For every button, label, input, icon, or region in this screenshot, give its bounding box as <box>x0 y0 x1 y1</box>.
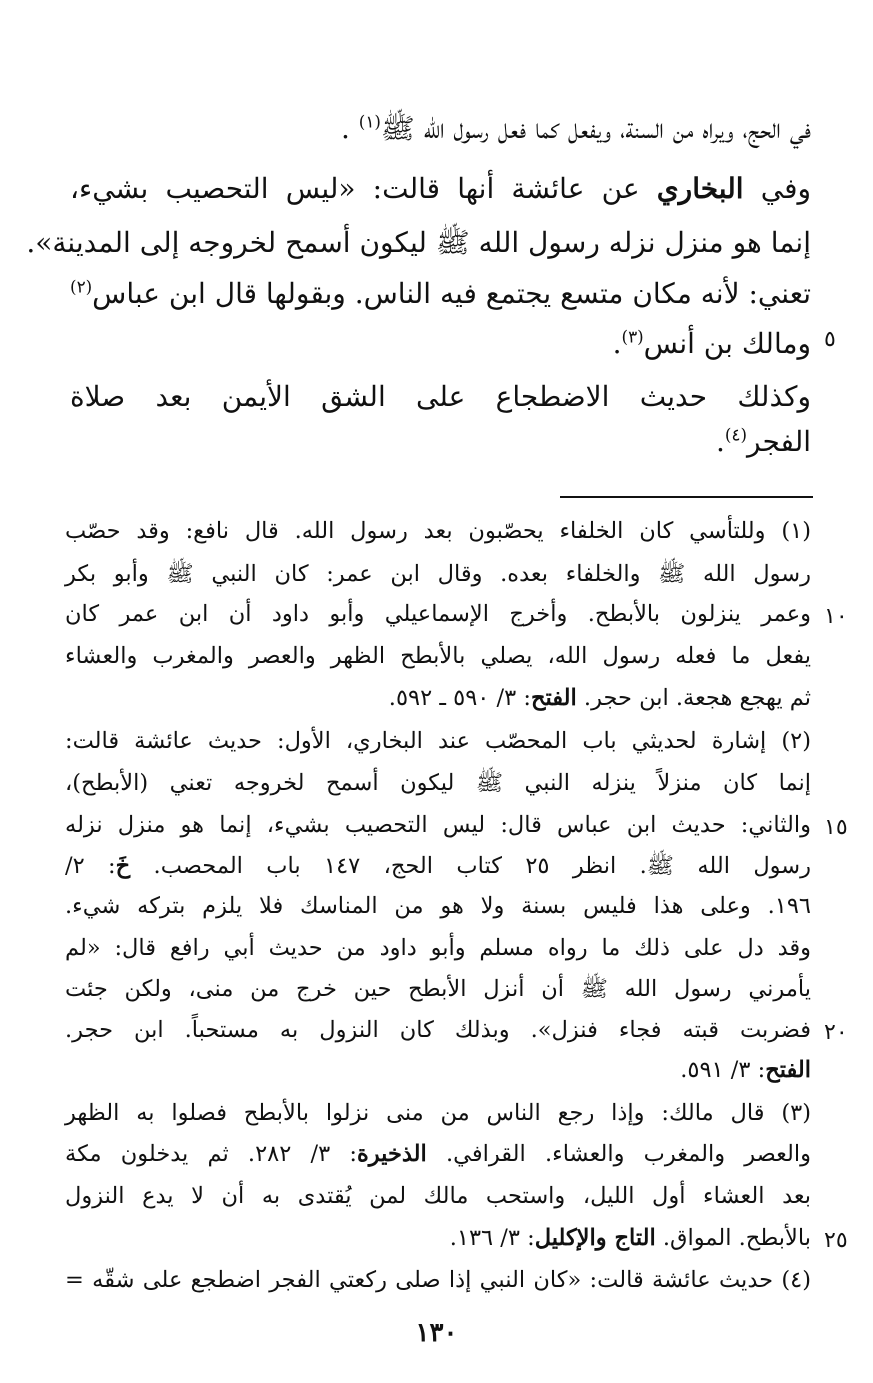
text-segment: رسول الله ﷺ والخلفاء بعده. وقال ابن عمر: كان النبي ﷺ وأبو بكر <box>65 561 811 587</box>
bold-reference: خَ <box>115 853 131 879</box>
body-text-line <box>168 112 811 152</box>
footnote-marker: (٣) <box>621 326 644 347</box>
footnote-line <box>65 561 811 593</box>
line-number: ١٠ <box>824 604 848 629</box>
footnote-line <box>65 1017 811 1043</box>
text-segment: بعد العشاء أول الليل، واستحب مالك لمن يُقتدى به أن لا يدع النزول <box>65 1183 811 1209</box>
text-segment: يأمرني رسول الله ﷺ أن أنزل الأبطح حين خرج من منى، ولكن جئت <box>65 976 811 1002</box>
text-segment: تعني: لأنه مكان متسع يجتمع فيه الناس. وبقولها قال ابن عباس <box>92 277 811 310</box>
bold-reference: الفتح <box>530 685 577 711</box>
footnote-line <box>65 893 811 919</box>
body-text-line <box>70 380 811 413</box>
text-segment: الفجر <box>747 425 811 458</box>
text-segment: . <box>612 327 622 360</box>
footnote-marker: (٤) <box>724 424 747 445</box>
text-segment: (٢) إشارة لحديثي باب المحصّب عند البخاري، الأول: حديث عائشة قالت: <box>65 728 811 754</box>
footnote-line <box>65 1183 811 1209</box>
footnote-line <box>65 935 811 961</box>
text-segment: ١٩٦. وعلى هذا فليس بسنة ولا هو من المناسك فلا يلزم بتركه شيء. <box>65 893 811 919</box>
text-segment: والعصر والمغرب والعشاء. القرافي. <box>426 1141 811 1167</box>
footnote-line <box>65 518 811 544</box>
footnote-line <box>65 601 811 627</box>
text-segment: : ٣/ ٥٩١. <box>680 1057 766 1083</box>
text-segment: : ٣/ ١٣٦. <box>449 1225 535 1251</box>
text-segment: : ٣/ ٢٨٢. ثم يدخلون مكة <box>65 1141 357 1167</box>
footnote-line <box>65 853 811 885</box>
text-segment: وكذلك حديث الاضطجاع على الشق الأيمن بعد صلاة <box>70 380 811 413</box>
text-segment: رسول الله ﷺ. انظر ٢٥ كتاب الحج، ١٤٧ باب المحصب. <box>130 853 812 879</box>
text-segment: . <box>340 112 359 145</box>
body-text-line <box>680 425 811 458</box>
text-segment: عن عائشة أنها قالت: «ليس التحصيب بشيء، <box>70 172 657 205</box>
text-segment: وفي <box>743 172 811 205</box>
footnote-line <box>65 1267 811 1293</box>
page-number: ١٣٠ <box>415 1318 458 1348</box>
line-number: ٥ <box>824 327 836 352</box>
body-text-line <box>480 327 811 360</box>
footnote-line <box>65 1100 811 1126</box>
body-text-line <box>70 277 811 310</box>
footnote-line <box>260 685 811 711</box>
line-number: ٢٥ <box>824 1228 848 1253</box>
body-text-line <box>70 172 811 205</box>
text-segment: : ٣/ ٥٩٠ ـ ٥٩٢. <box>388 685 531 711</box>
text-segment: ومالك بن أنس <box>643 327 811 360</box>
footnote-line <box>330 1225 811 1251</box>
text-segment: إنما كان منزلاً ينزله النبي ﷺ ليكون أسمح لخروجه تعني (الأبطح)، <box>65 770 811 796</box>
footnote-line <box>600 1057 811 1083</box>
bold-reference: الفتح <box>765 1057 811 1083</box>
body-text-line <box>26 226 811 266</box>
footnote-line <box>65 770 811 802</box>
bold-reference: التاج والإكليل <box>534 1225 656 1251</box>
footnote-marker: (١) <box>358 111 381 132</box>
text-segment: وقد دل على ذلك ما رواه مسلم وأبو داود من حديث أبي رافع قال: «لم <box>65 935 811 961</box>
text-segment: في الحج، ويراه من السنة، ويفعل كما فعل رسول الله ﷺ <box>380 112 811 145</box>
footnote-separator <box>560 496 813 498</box>
text-segment: فضربت قبته فجاء فنزل». وبذلك كان النزول به مستحباً. ابن حجر. <box>65 1017 811 1043</box>
text-segment: ثم يهجع هجعة. ابن حجر. <box>576 685 811 711</box>
line-number: ٢٠ <box>824 1020 848 1045</box>
text-segment: (٤) حديث عائشة قالت: «كان النبي إذا صلى ركعتي الفجر اضطجع على شقّه = <box>65 1267 811 1293</box>
text-segment: وعمر ينزلون بالأبطح. وأخرج الإسماعيلي وأبو داود أن ابن عمر كان <box>65 601 811 627</box>
text-segment: والثاني: حديث ابن عباس قال: ليس التحصيب بشيء، إنما هو منزل نزله <box>65 812 811 838</box>
text-segment: بالأبطح. المواق. <box>655 1225 811 1251</box>
text-segment: . <box>715 425 725 458</box>
text-segment: : ٢/ <box>65 853 116 879</box>
text-segment: (١) وللتأسي كان الخلفاء يحصّبون بعد رسول الله. قال نافع: وقد حصّب <box>65 518 811 544</box>
footnote-line <box>65 812 811 838</box>
footnote-line <box>65 976 811 1008</box>
footnote-marker: (٢) <box>70 276 93 297</box>
text-segment: يفعل ما فعله رسول الله، يصلي بالأبطح الظهر والعصر والمغرب والعشاء <box>65 643 811 669</box>
line-number: ١٥ <box>824 815 848 840</box>
text-segment: (٣) قال مالك: وإذا رجع الناس من منى نزلوا بالأبطح فصلوا به الظهر <box>65 1100 811 1126</box>
footnote-line <box>65 643 811 669</box>
footnote-line <box>65 1141 811 1167</box>
text-segment: إنما هو منزل نزله رسول الله ﷺ ليكون أسمح لخروجه إلى المدينة». <box>26 226 811 259</box>
bold-reference: البخاري <box>656 172 744 205</box>
footnote-line <box>65 728 811 754</box>
bold-reference: الذخيرة <box>356 1141 427 1167</box>
